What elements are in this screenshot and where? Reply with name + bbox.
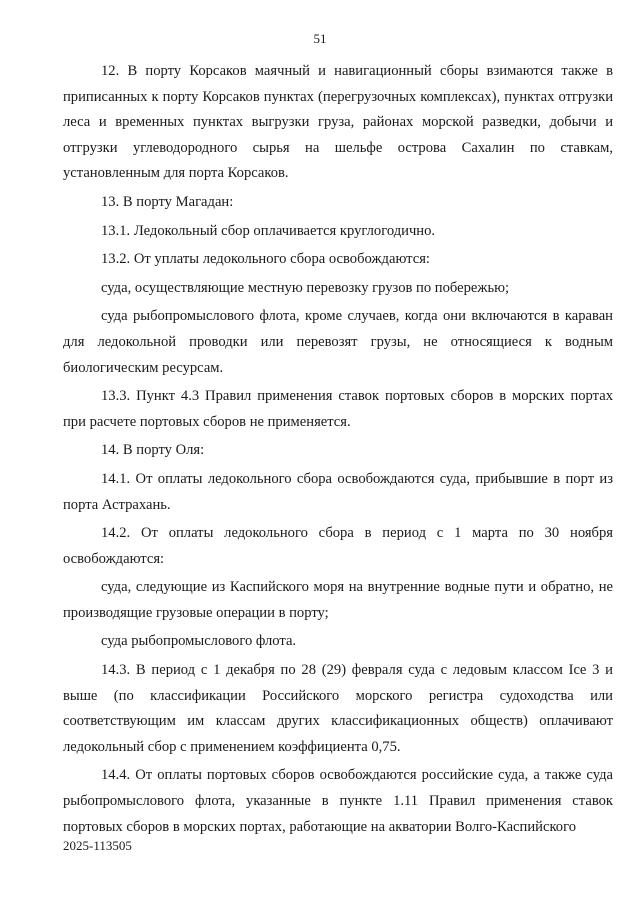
paragraph-14: 14. В порту Оля: (101, 442, 205, 459)
paragraph-13: 13. В порту Магадан: (101, 193, 234, 210)
paragraph-13-2-item-2: суда рыбопромыслового флота, кроме случаев, когда они включаются в караван для ледокольной проводки или перевозят грузы, не относящиеся к водным биологическим ресурсам. (63, 308, 613, 376)
paragraph-14-1: 14.1. От оплаты ледокольного сбора освобождаются суда, прибывшие в порт из порта Астрахань. (63, 470, 613, 513)
paragraph-12: 12. В порту Корсаков маячный и навигационный сборы взимаются также в приписанных к порту Корсаков пунктах (перегрузочных комплексах), пунктах отгрузки леса и временных пунктах выгрузки груза, районах морской разведки, добычи и отгрузки углеводородного сырья на шельфе острова Сахалин по ставкам, установленным для порта Корсаков. (63, 63, 613, 182)
paragraph-13-3: 13.3. Пункт 4.3 Правил применения ставок портовых сборов в морских портах при расчете портовых сборов не применяется. (63, 388, 613, 430)
paragraph-14-2: 14.2. От оплаты ледокольного сбора в период с 1 марта по 30 ноября освобождаются: (63, 525, 613, 567)
paragraph-14-2-item-2: суда рыбопромыслового флота. (101, 633, 297, 650)
paragraph-13-1: 13.1. Ледокольный сбор оплачивается круглогодично. (101, 222, 436, 239)
paragraph-13-2: 13.2. От уплаты ледокольного сбора освобождаются: (101, 251, 430, 268)
paragraph-14-4: 14.4. От оплаты портовых сборов освобождаются российские суда, а также суда рыбопромыслового флота, указанные в пункте 1.11 Правил применения ставок портовых сборов в морских портах, работающие на акватории Волго-Каспийского (63, 767, 613, 835)
paragraph-14-3: 14.3. В период с 1 декабря по 28 (29) февраля суда с ледовым классом Ice 3 и выше (по классификации Российского морского регистра судоходства или соответствующим им классам других классификационных обществ) оплачивают ледокольный сбор с применением коэффициента 0,75. (63, 662, 613, 755)
document-id: 2025-113505 (63, 838, 132, 853)
paragraph-13-2-item-1: суда, осуществляющие местную перевозку грузов по побережью; (101, 279, 510, 296)
page-number: 51 (313, 31, 327, 46)
document-body (63, 59, 613, 840)
paragraph-14-2-item-1: суда, следующие из Каспийского моря на внутренние водные пути и обратно, не производящие грузовые операции в порту; (63, 579, 613, 621)
